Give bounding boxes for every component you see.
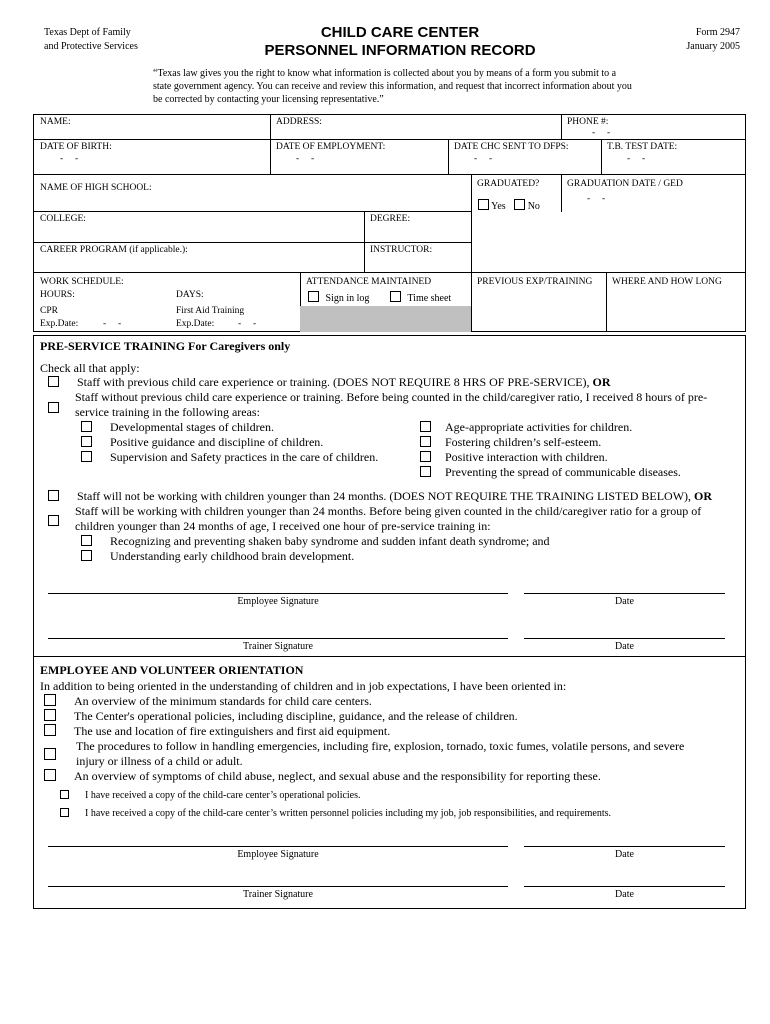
preservice-heading: PRE-SERVICE TRAINING For Caregivers only bbox=[40, 339, 291, 353]
preservice-option-no-infants bbox=[48, 489, 712, 504]
communicable-checkbox[interactable] bbox=[420, 466, 431, 477]
communicable-text: Preventing the spread of communicable diseases. bbox=[445, 465, 681, 479]
form-date: January 2005 bbox=[686, 41, 740, 52]
chc-sent-field[interactable]: - - bbox=[474, 154, 493, 164]
days-label: DAYS: bbox=[176, 290, 204, 300]
guidance-checkbox[interactable] bbox=[81, 436, 92, 447]
fire-text: The use and location of fire extinguishers and first aid equipment. bbox=[74, 724, 391, 738]
training-positive-interaction bbox=[420, 450, 608, 465]
first-aid-exp-date-field[interactable]: - - bbox=[238, 319, 257, 329]
guidance-text: Positive guidance and discipline of children. bbox=[110, 435, 324, 449]
address-label: ADDRESS: bbox=[276, 117, 322, 127]
degree-field[interactable] bbox=[365, 226, 470, 241]
orientation-trainer-date-label: Date bbox=[615, 889, 634, 900]
phone-label: PHONE #: bbox=[567, 117, 609, 127]
age-appropriate-checkbox[interactable] bbox=[420, 421, 431, 432]
operational-copy-text: I have received a copy of the child-care center’s operational policies. bbox=[85, 790, 361, 801]
instructor-label: INSTRUCTOR: bbox=[370, 245, 433, 255]
preservice-employee-signature-line[interactable] bbox=[48, 593, 508, 594]
preservice-trainer-date-line[interactable] bbox=[524, 638, 725, 639]
training-developmental bbox=[81, 420, 274, 435]
preservice-employee-date-label: Date bbox=[615, 596, 634, 607]
attendance-options bbox=[308, 291, 451, 304]
degree-label: DEGREE: bbox=[370, 214, 411, 224]
brain-development-text: Understanding early childhood brain development. bbox=[110, 549, 355, 563]
orientation-fire bbox=[44, 724, 390, 739]
orientation-trainer-signature-line[interactable] bbox=[48, 886, 508, 887]
graduated-label: GRADUATED? bbox=[477, 179, 540, 189]
preservice-employee-signature-label: Employee Signature bbox=[237, 596, 319, 607]
fire-checkbox[interactable] bbox=[44, 724, 56, 736]
training-shaken-baby bbox=[81, 534, 550, 549]
preservice-option-infants bbox=[75, 504, 701, 534]
or-label: OR bbox=[592, 375, 611, 389]
personnel-copy-checkbox[interactable] bbox=[60, 808, 69, 817]
preservice-trainer-date-label: Date bbox=[615, 641, 634, 652]
chc-sent-label: DATE CHC SENT TO DFPS: bbox=[454, 142, 569, 152]
orientation-employee-date-label: Date bbox=[615, 849, 634, 860]
address-field[interactable] bbox=[271, 128, 560, 138]
emergencies-line-2: injury or illness of a child or adult. bbox=[76, 754, 243, 768]
orientation-trainer-signature-label: Trainer Signature bbox=[243, 889, 313, 900]
infants-line-2: children younger than 24 months of age, I received one hour of pre-service training in: bbox=[75, 519, 491, 533]
time-sheet-checkbox[interactable] bbox=[390, 291, 401, 302]
name-label: NAME: bbox=[40, 117, 71, 127]
experienced-checkbox[interactable] bbox=[48, 376, 59, 387]
check-all-instruction: Check all that apply: bbox=[40, 361, 140, 375]
no-experience-checkbox-wrap bbox=[48, 399, 59, 417]
training-safety bbox=[81, 450, 378, 465]
no-experience-line-2: service training in the following areas: bbox=[75, 405, 260, 419]
self-esteem-checkbox[interactable] bbox=[420, 436, 431, 447]
form-title bbox=[230, 24, 570, 60]
training-communicable bbox=[420, 465, 681, 480]
shaken-baby-text: Recognizing and preventing shaken baby syndrome and sudden infant death syndrome; and bbox=[110, 534, 550, 548]
first-aid-exp-date-label: Exp.Date: bbox=[176, 319, 215, 329]
yes-label: Yes bbox=[491, 201, 506, 212]
training-self-esteem bbox=[420, 435, 601, 450]
where-how-long-label: WHERE AND HOW LONG bbox=[612, 277, 722, 287]
developmental-checkbox[interactable] bbox=[81, 421, 92, 432]
career-program-field[interactable] bbox=[34, 257, 363, 271]
tb-test-field[interactable]: - - bbox=[627, 154, 646, 164]
positive-interaction-text: Positive interaction with children. bbox=[445, 450, 608, 464]
developmental-text: Developmental stages of children. bbox=[110, 420, 274, 434]
preservice-employee-date-line[interactable] bbox=[524, 593, 725, 594]
training-brain-development bbox=[81, 549, 354, 564]
personnel-copy-text: I have received a copy of the child-care center’s written personnel policies including my job, job responsibilities, and requirements. bbox=[85, 808, 612, 819]
phone-field[interactable]: - - bbox=[592, 128, 611, 138]
standards-checkbox[interactable] bbox=[44, 694, 56, 706]
safety-text: Supervision and Safety practices in the care of children. bbox=[110, 450, 379, 464]
employment-date-label: DATE OF EMPLOYMENT: bbox=[276, 142, 386, 152]
infants-line-1: Staff will be working with children younger than 24 months. Before being given counted in the child/caregiver ratio for a group of bbox=[75, 504, 702, 518]
hours-label: HOURS: bbox=[40, 290, 75, 300]
privacy-notice: “Texas law gives you the right to know what information is collected about you by means of a form you submit to a state government agency. You can receive and review this information, and request that incorrect information about you be corrected by contacting your licensing representative.” bbox=[153, 68, 632, 105]
form-number: Form 2947 bbox=[695, 27, 740, 38]
orientation-heading: EMPLOYEE AND VOLUNTEER ORIENTATION bbox=[40, 663, 304, 677]
name-field[interactable] bbox=[34, 128, 269, 138]
orientation-standards bbox=[44, 694, 372, 709]
graduation-date-label: GRADUATION DATE / GED bbox=[567, 179, 683, 189]
instructor-field[interactable] bbox=[365, 257, 470, 271]
no-infants-checkbox[interactable] bbox=[48, 490, 59, 501]
cpr-exp-date-field[interactable]: - - bbox=[103, 319, 122, 329]
safety-checkbox[interactable] bbox=[81, 451, 92, 462]
orientation-employee-date-line[interactable] bbox=[524, 846, 725, 847]
positive-interaction-checkbox[interactable] bbox=[420, 451, 431, 462]
graduated-options bbox=[478, 199, 540, 212]
previous-experience-label: PREVIOUS EXP/TRAINING bbox=[477, 277, 593, 287]
training-age-appropriate bbox=[420, 420, 632, 435]
no-label: No bbox=[527, 201, 540, 212]
career-program-label: CAREER PROGRAM (if applicable.): bbox=[40, 245, 188, 255]
yes-checkbox[interactable] bbox=[478, 199, 489, 210]
agency-line-2: and Protective Services bbox=[44, 41, 138, 52]
high-school-field[interactable] bbox=[34, 194, 470, 210]
graduation-date-field[interactable]: - - bbox=[587, 194, 606, 204]
abuse-checkbox[interactable] bbox=[44, 769, 56, 781]
emergencies-line-1: The procedures to follow in handling emergencies, including fire, explosion, tornado, toxic fumes, volatile persons, and severe bbox=[76, 739, 685, 753]
preservice-option-no-experience bbox=[75, 390, 745, 420]
title-line-1: CHILD CARE CENTER bbox=[320, 24, 480, 41]
no-experience-checkbox[interactable] bbox=[48, 402, 59, 413]
copy-personnel-policies bbox=[60, 806, 611, 821]
orientation-emergencies bbox=[76, 739, 684, 769]
infants-checkbox[interactable] bbox=[48, 515, 59, 526]
agency-name bbox=[44, 26, 138, 54]
college-label: COLLEGE: bbox=[40, 214, 86, 224]
copy-operational-policies bbox=[60, 788, 361, 803]
infants-checkbox-wrap bbox=[48, 512, 59, 530]
work-schedule-label: WORK SCHEDULE: bbox=[40, 277, 124, 287]
or-label-2: OR bbox=[694, 489, 713, 503]
preservice-option-experienced bbox=[48, 375, 611, 390]
training-guidance bbox=[81, 435, 323, 450]
employment-date-field[interactable]: - - bbox=[296, 154, 315, 164]
orientation-employee-signature-label: Employee Signature bbox=[237, 849, 319, 860]
emergencies-checkbox[interactable] bbox=[44, 748, 56, 760]
no-checkbox[interactable] bbox=[514, 199, 525, 210]
high-school-label: NAME OF HIGH SCHOOL: bbox=[40, 183, 152, 193]
preservice-trainer-signature-line[interactable] bbox=[48, 638, 508, 639]
first-aid-label: First Aid Training bbox=[176, 306, 245, 316]
standards-text: An overview of the minimum standards for child care centers. bbox=[74, 694, 372, 708]
form-id bbox=[640, 26, 740, 54]
orientation-trainer-date-line[interactable] bbox=[524, 886, 725, 887]
dob-label: DATE OF BIRTH: bbox=[40, 142, 112, 152]
operational-copy-checkbox[interactable] bbox=[60, 790, 69, 799]
college-field[interactable] bbox=[34, 226, 363, 241]
shaken-baby-checkbox[interactable] bbox=[81, 535, 92, 546]
orientation-employee-signature-line[interactable] bbox=[48, 846, 508, 847]
cpr-label: CPR bbox=[40, 306, 58, 316]
sign-in-log-label: Sign in log bbox=[325, 293, 370, 304]
shaded-cell bbox=[300, 306, 471, 332]
dob-field[interactable]: - - bbox=[60, 154, 79, 164]
tb-test-label: T.B. TEST DATE: bbox=[607, 142, 678, 152]
orientation-intro: In addition to being oriented in the understanding of children and in job expectations, I have been oriented in: bbox=[40, 679, 567, 693]
cpr-exp-date-label: Exp.Date: bbox=[40, 319, 79, 329]
age-appropriate-text: Age-appropriate activities for children. bbox=[445, 420, 633, 434]
abuse-text: An overview of symptoms of child abuse, neglect, and sexual abuse and the responsibility for reporting these. bbox=[74, 769, 601, 783]
emergencies-checkbox-wrap bbox=[44, 746, 56, 764]
agency-line-1: Texas Dept of Family bbox=[44, 27, 131, 38]
time-sheet-label: Time sheet bbox=[407, 293, 452, 304]
attendance-label: ATTENDANCE MAINTAINED bbox=[306, 277, 432, 287]
orientation-abuse bbox=[44, 769, 601, 784]
preservice-trainer-signature-label: Trainer Signature bbox=[243, 641, 313, 652]
sign-in-log-checkbox[interactable] bbox=[308, 291, 319, 302]
self-esteem-text: Fostering children’s self-esteem. bbox=[445, 435, 602, 449]
policies-text: The Center's operational policies, including discipline, guidance, and the release of children. bbox=[74, 709, 518, 723]
experienced-text: Staff with previous child care experience or training. (DOES NOT REQUIRE 8 HRS OF PRE-SERVICE), bbox=[77, 375, 593, 389]
orientation-policies bbox=[44, 709, 518, 724]
brain-development-checkbox[interactable] bbox=[81, 550, 92, 561]
policies-checkbox[interactable] bbox=[44, 709, 56, 721]
title-line-2: PERSONNEL INFORMATION RECORD bbox=[264, 42, 536, 59]
no-experience-line-1: Staff without previous child care experience or training. Before being counted in the child/caregiver ratio, I received 8 hours of pre- bbox=[75, 390, 708, 404]
no-infants-text: Staff will not be working with children younger than 24 months. (DOES NOT REQUIRE THE TRAINING LISTED BELOW), bbox=[77, 489, 695, 503]
